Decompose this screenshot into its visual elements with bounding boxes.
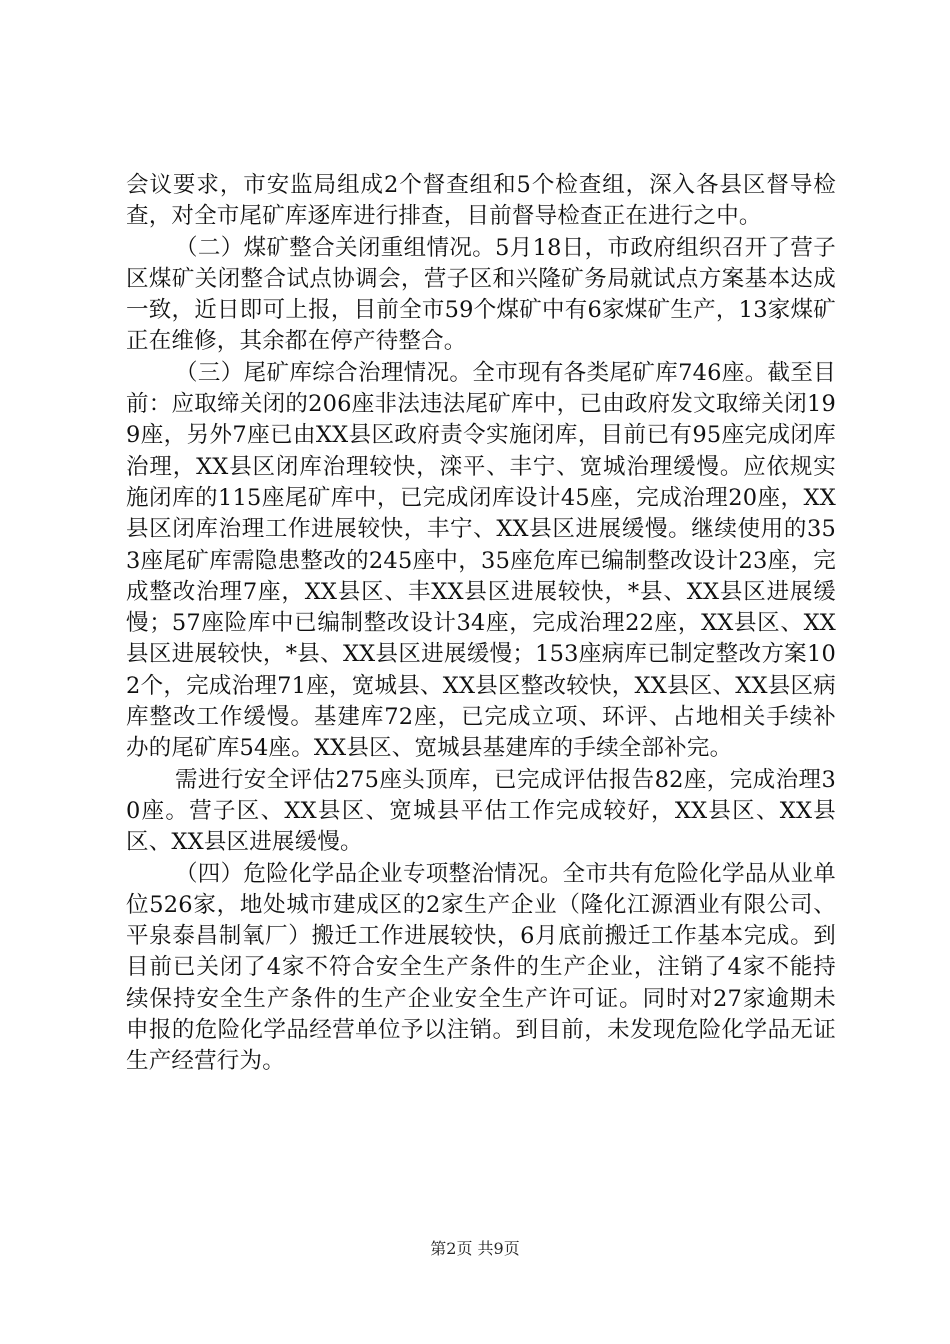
document-body (126, 170, 836, 1078)
paragraph-safety-assessment: 需进行安全评估275座头顶库，已完成评估报告82座，完成治理30座。营子区、XX县区、宽城县平估工作完成较好，XX县区、XX县区、XX县区进展缓慢。 (126, 766, 836, 856)
paragraph-coal-mine-integration: （二）煤矿整合关闭重组情况。5月18日，市政府组织召开了营子区煤矿关闭整合试点协调会，营子区和兴隆矿务局就试点方案基本达成一致，近日即可上报，目前全市59个煤矿中有6家煤矿生产，13家煤矿正在维修，其余都在停产待整合。 (126, 234, 836, 355)
paragraph-meeting-requirements: 会议要求，市安监局组成2个督查组和5个检查组，深入各县区督导检查，对全市尾矿库逐库进行排查，目前督导检查正在进行之中。 (126, 172, 836, 230)
paragraph-hazardous-chemicals: （四）危险化学品企业专项整治情况。全市共有危险化学品从业单位526家，地处城市建成区的2家生产企业（隆化江源酒业有限公司、平泉泰昌制氧厂）搬迁工作进展较快，6月底前搬迁工作基本完成。到目前已关闭了4家不符合安全生产条件的生产企业，注销了4家不能持续保持安全生产条件的生产企业安全生产许可证。同时对27家逾期未申报的危险化学品经营单位予以注销。到目前，未发现危险化学品无证生产经营行为。 (126, 860, 836, 1075)
page-number-footer: 第2页 共9页 (430, 1239, 520, 1258)
paragraph-tailings-governance: （三）尾矿库综合治理情况。全市现有各类尾矿库746座。截至目前：应取缔关闭的206座非法违法尾矿库中，已由政府发文取缔关闭199座，另外7座已由XX县区政府责令实施闭库，目前已有95座完成闭库治理，XX县区闭库治理较快，滦平、丰宁、宽城治理缓慢。应依规实施闭库的115座尾矿库中，已完成闭库设计45座，完成治理20座，XX县区闭库治理工作进展较快，丰宁、XX县区进展缓慢。继续使用的353座尾矿库需隐患整改的245座中，35座危库已编制整改设计23座，完成整改治理7座，XX县区、丰XX县区进展较快，*县、XX县区进展缓慢；57座险库中已编制整改设计34座，完成治理22座，XX县区、XX县区进展较快，*县、XX县区进展缓慢；153座病库已制定整改方案102个，完成治理71座，宽城县、XX县区整改较快，XX县区、XX县区病库整改工作缓慢。基建库72座，已完成立项、环评、占地相关手续补办的尾矿库54座。XX县区、宽城县基建库的手续全部补完。 (126, 359, 836, 762)
